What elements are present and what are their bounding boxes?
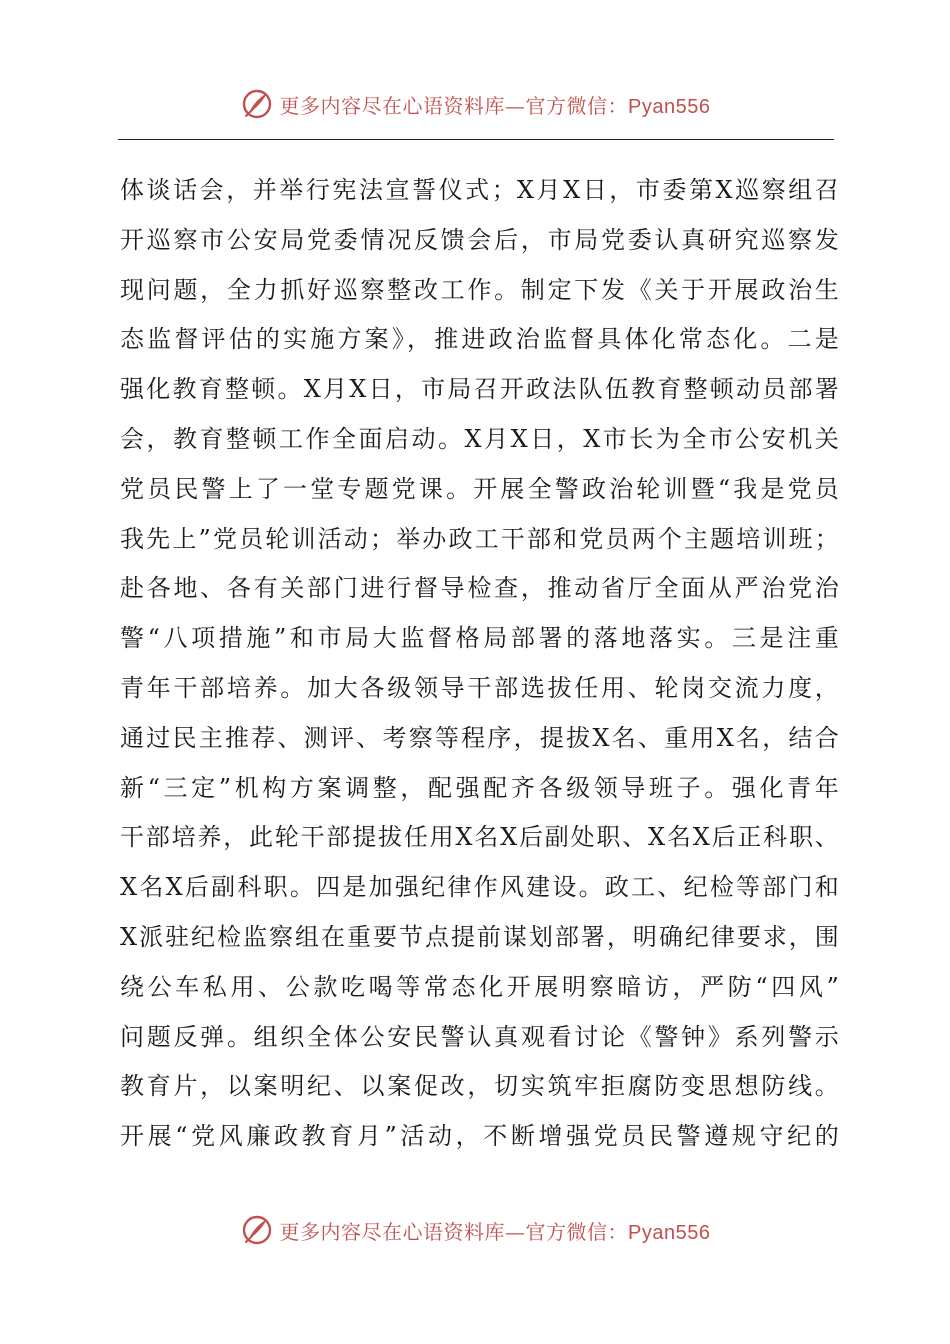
body-line: 警“八项措施”和市局大监督格局部署的落地落实。三是注重 [120, 624, 840, 653]
body-line: 青年干部培养。加大各级领导干部选拔任用、轮岗交流力度， [120, 673, 840, 702]
body-line: 开展“党风廉政教育月”活动，不断增强党员民警遵规守纪的 [120, 1122, 840, 1151]
body-line: 开巡察市公安局党委情况反馈会后，市局党委认真研究巡察发 [120, 225, 840, 254]
footer-wechat-id: Pyan556 [628, 1221, 711, 1244]
footer-banner [0, 1210, 950, 1250]
body-line: 教育片，以案明纪、以案促改，切实筑牢拒腐防变思想防线。 [120, 1072, 840, 1101]
quill-pen-logo-icon [240, 87, 274, 121]
body-line: 干部培养，此轮干部提拔任用X名X后副处职、X名X后正科职、 [120, 823, 840, 852]
document-body [120, 166, 840, 1162]
body-line: 通过民主推荐、测评、考察等程序，提拔X名、重用X名，结合 [120, 723, 840, 752]
quill-pen-logo-icon [240, 1213, 274, 1247]
body-line: 现问题，全力抓好巡察整改工作。制定下发《关于开展政治生 [120, 275, 840, 304]
header-wechat-id: Pyan556 [628, 95, 711, 118]
body-line: 体谈话会，并举行宪法宣誓仪式；X月X日，市委第X巡察组召 [120, 176, 840, 204]
body-line: 态监督评估的实施方案》，推进政治监督具体化常态化。二是 [120, 325, 840, 354]
body-line: X名X后副科职。四是加强纪律作风建设。政工、纪检等部门和 [120, 873, 840, 902]
body-line: 赴各地、各有关部门进行督导检查，推动省厅全面从严治党治 [120, 574, 840, 603]
footer-banner-text: 更多内容尽在心语资料库—官方微信：Pyan556 [279, 1219, 711, 1244]
header-banner [0, 84, 950, 124]
body-line: 问题反弹。组织全体公安民警认真观看讨论《警钟》系列警示 [120, 1022, 840, 1051]
body-line: 绕公车私用、公款吃喝等常态化开展明察暗访，严防“四风” [120, 972, 840, 1001]
header-divider [118, 139, 834, 140]
body-line: 会，教育整顿工作全面启动。X月X日，X市长为全市公安机关 [120, 424, 840, 453]
body-line: 新“三定”机构方案调整，配强配齐各级领导班子。强化青年 [120, 773, 840, 802]
body-line: 我先上”党员轮训活动；举办政工干部和党员两个主题培训班； [120, 524, 840, 553]
body-line: X派驻纪检监察组在重要节点提前谋划部署，明确纪律要求，围 [120, 922, 840, 951]
header-banner-text: 更多内容尽在心语资料库—官方微信：Pyan556 [279, 93, 711, 118]
body-line: 强化教育整顿。X月X日，市局召开政法队伍教育整顿动员部署 [120, 375, 840, 404]
body-line: 党员民警上了一堂专题党课。开展全警政治轮训暨“我是党员 [120, 474, 840, 503]
